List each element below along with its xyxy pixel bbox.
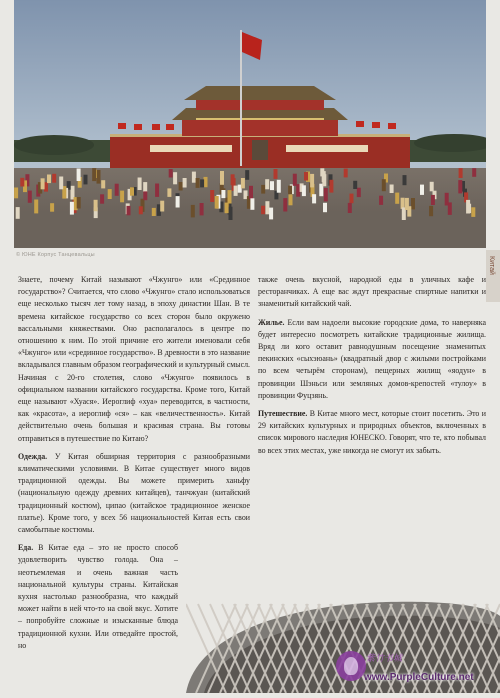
food-text: В Китае еда – это не просто способ удовлетворить чувство голода. Она – неотъемлемая и очень важная часть национальной культуры страны. Китайская кухня настолько разнообразна, что каждый может найти в ней что-то на свой вкус. Хотите – попробуйте сложные и изысканные блюда традиционной кухни. Или отведайте простой, но — [18, 543, 178, 650]
clothing-paragraph — [18, 451, 250, 536]
watermark-url: www.PurpleCulture.net — [364, 672, 474, 683]
clothing-text: У Китая обширная территория с разнообразными климатическими условиями. В Китае существует много видов традиционной одежды. Вы можете примерить ханьфу (национальную одежду древних китайцев), танчжуан (китайский традиционный костюм), ципао (китайское традиционное женское платье). Кроме того, у всех 56 национальностей Китая есть свои самобытные костюмы. — [18, 451, 250, 535]
food-heading: Еда. — [18, 543, 34, 553]
travel-heading: Путешествие. — [258, 409, 308, 419]
intro-paragraph: Знаете, почему Китай называют «Чжунго» или «Срединное государство»? Считается, что слово «Чжунго» стало использоваться еще несколько тысяч лет тому назад, в эпоху династии Шан. В те времена китайское государство со всех сторон было окружено вассальными княжествами. Оно располагалось в центре по отношению к ним. По этой причине его жители именовали себя «Чжунго» или «срединное государство». В древности в это название вкладывался главным образом географический и культурный смысл. Начиная с 20-го столетия, слово «Чжунго» появилось в официальном названии китайского государства. Кроме того, Китай еще называют «Хуася». Иероглиф «хуа» переводится, в частности, как «красота», а иероглиф «ся» – как «величественность». Китай действительно очень большая и красивая страна. Вы готовы отправиться в путешествие по Китаю? — [18, 275, 250, 443]
food-paragraph — [18, 542, 178, 652]
food-continued-paragraph: также очень вкусной, народной еды в уличных кафе и ресторанчиках. А еще вас ждут прекрасные спиртные напитки и знаменитый китайский чай. — [258, 275, 486, 309]
side-tab-label: Китай — [488, 256, 495, 275]
watermark-chinese: 紫竹书城 — [366, 653, 403, 663]
housing-text: Если вам надоели высокие городские дома, то наверняка будет интересно посмотреть китайские традиционные жилища. Вряд ли кого оставит равнодушным посещение знаменитых пекинских «сыхэюань» (квадратный двор с жилыми постройками по всем четырём сторонам), пещерных жилищ «яодун» в провинции Шэньси или земляных домов-крепостей «тулоу» в провинции Фуцзянь. — [258, 317, 486, 400]
travel-text: В Китае много мест, которые стоит посетить. Это и 29 китайских культурных и природных объектов, включенных в список мирового наследия ЮНЕСКО. Говорят, что те, кто побывал во всех этих местах, уже никогда не смогут их забыть. — [258, 409, 486, 455]
travel-paragraph — [258, 408, 486, 457]
purple-culture-logo-icon — [336, 651, 366, 681]
housing-heading: Жилье. — [258, 317, 285, 327]
side-section-tab — [486, 250, 500, 302]
housing-paragraph — [258, 317, 486, 402]
tiananmen-photo — [14, 0, 486, 248]
photo-caption: © ЮНЕ Корпус Танцевальцы — [16, 252, 95, 258]
right-column — [258, 274, 486, 463]
clothing-heading: Одежда. — [18, 451, 48, 461]
